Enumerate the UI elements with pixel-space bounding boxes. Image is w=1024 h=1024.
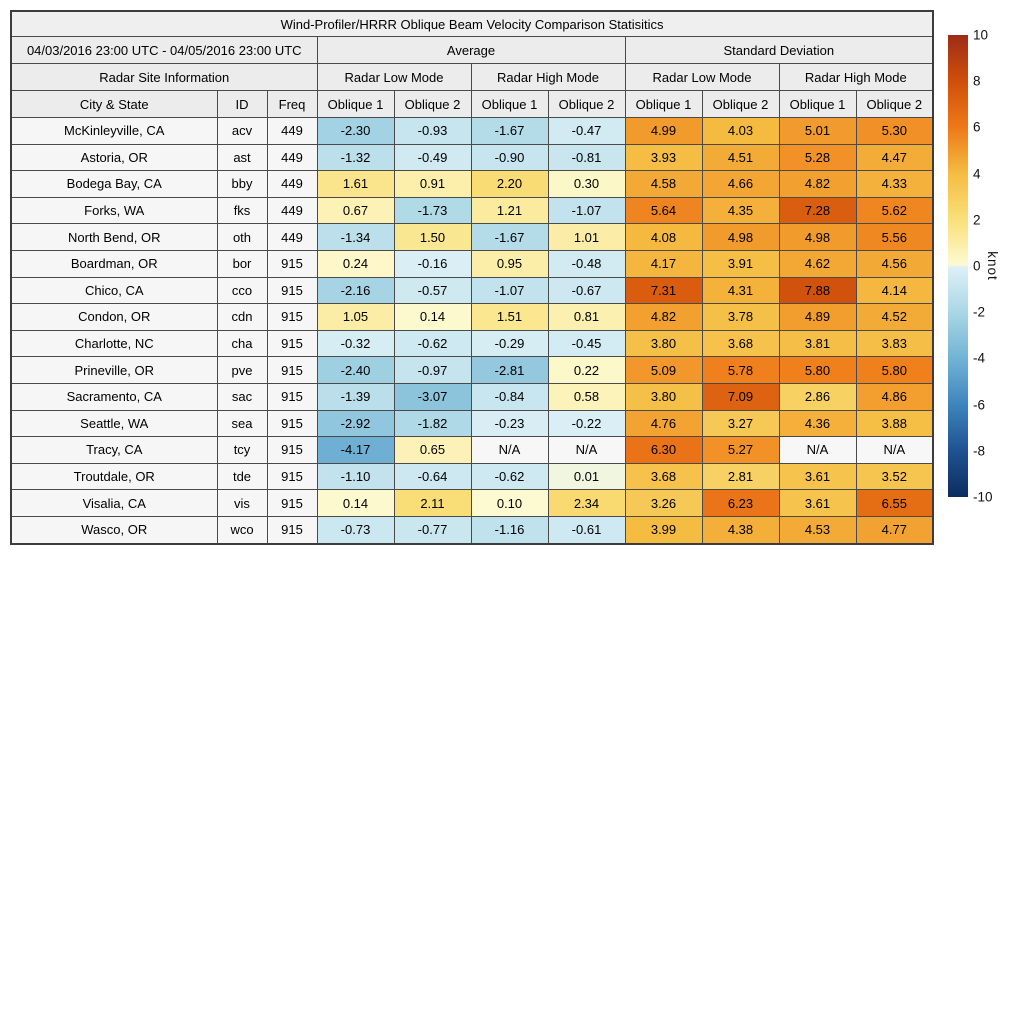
value-cell: 7.28 <box>779 197 856 224</box>
value-cell: 4.14 <box>856 277 933 304</box>
value-cell: -0.49 <box>394 144 471 171</box>
value-cell: -1.82 <box>394 410 471 437</box>
id-cell: oth <box>217 224 267 251</box>
value-cell: 1.05 <box>317 304 394 331</box>
colorbar-tick-label: -8 <box>973 443 986 459</box>
value-cell: 4.76 <box>625 410 702 437</box>
colorbar <box>948 35 968 497</box>
freq-cell: 915 <box>267 516 317 543</box>
value-cell: 0.30 <box>548 171 625 198</box>
value-cell: 2.11 <box>394 490 471 517</box>
value-cell: 7.88 <box>779 277 856 304</box>
value-cell: 5.01 <box>779 118 856 145</box>
colorbar-tick-label: -10 <box>973 489 993 505</box>
freq-cell: 915 <box>267 383 317 410</box>
value-cell: 4.17 <box>625 250 702 277</box>
value-cell: 3.27 <box>702 410 779 437</box>
column-header-oblique2: Oblique 2 <box>702 91 779 118</box>
city-cell: McKinleyville, CA <box>11 118 217 145</box>
id-cell: cco <box>217 277 267 304</box>
value-cell: 3.91 <box>702 250 779 277</box>
value-cell: 4.86 <box>856 383 933 410</box>
value-cell: -2.16 <box>317 277 394 304</box>
value-cell: -1.39 <box>317 383 394 410</box>
value-cell: 6.55 <box>856 490 933 517</box>
value-cell: 0.14 <box>317 490 394 517</box>
city-cell: Astoria, OR <box>11 144 217 171</box>
value-cell: 0.81 <box>548 304 625 331</box>
id-cell: vis <box>217 490 267 517</box>
value-cell: -1.34 <box>317 224 394 251</box>
value-cell: 3.80 <box>625 383 702 410</box>
value-cell: 3.52 <box>856 463 933 490</box>
id-cell: tde <box>217 463 267 490</box>
freq-cell: 449 <box>267 224 317 251</box>
table-body <box>11 118 933 544</box>
value-cell: -0.29 <box>471 330 548 357</box>
subheader-avg-high-mode: Radar High Mode <box>471 64 625 91</box>
value-cell: -0.62 <box>471 463 548 490</box>
value-cell: -2.92 <box>317 410 394 437</box>
value-cell: 4.56 <box>856 250 933 277</box>
freq-cell: 915 <box>267 437 317 464</box>
freq-cell: 449 <box>267 144 317 171</box>
id-cell: sac <box>217 383 267 410</box>
value-cell: 0.14 <box>394 304 471 331</box>
table-row <box>11 383 933 410</box>
value-cell: 0.58 <box>548 383 625 410</box>
value-cell: 4.47 <box>856 144 933 171</box>
colorbar-unit-label: knot <box>985 251 1000 281</box>
freq-cell: 915 <box>267 250 317 277</box>
city-cell: Forks, WA <box>11 197 217 224</box>
value-cell: 5.09 <box>625 357 702 384</box>
value-cell: 5.64 <box>625 197 702 224</box>
freq-cell: 915 <box>267 330 317 357</box>
table-row <box>11 490 933 517</box>
value-cell: 3.88 <box>856 410 933 437</box>
value-cell: -0.32 <box>317 330 394 357</box>
value-cell: 3.78 <box>702 304 779 331</box>
value-cell: 2.34 <box>548 490 625 517</box>
table-row <box>11 277 933 304</box>
value-cell: 4.82 <box>625 304 702 331</box>
table-row <box>11 437 933 464</box>
value-cell: 0.10 <box>471 490 548 517</box>
column-header-oblique2: Oblique 2 <box>394 91 471 118</box>
value-cell: 4.52 <box>856 304 933 331</box>
value-cell: 5.80 <box>856 357 933 384</box>
value-cell: 4.98 <box>779 224 856 251</box>
id-cell: acv <box>217 118 267 145</box>
value-cell: N/A <box>471 437 548 464</box>
value-cell: 4.38 <box>702 516 779 543</box>
value-cell: 3.81 <box>779 330 856 357</box>
freq-cell: 449 <box>267 171 317 198</box>
city-cell: Boardman, OR <box>11 250 217 277</box>
stats-table <box>10 10 934 545</box>
value-cell: 6.23 <box>702 490 779 517</box>
colorbar-tick-label: 10 <box>973 27 989 43</box>
value-cell: -0.48 <box>548 250 625 277</box>
value-cell: 4.33 <box>856 171 933 198</box>
value-cell: 4.51 <box>702 144 779 171</box>
value-cell: 7.09 <box>702 383 779 410</box>
value-cell: -0.64 <box>394 463 471 490</box>
id-cell: tcy <box>217 437 267 464</box>
value-cell: -0.81 <box>548 144 625 171</box>
value-cell: 3.99 <box>625 516 702 543</box>
id-cell: bby <box>217 171 267 198</box>
colorbar-tick-label: 2 <box>973 212 981 228</box>
value-cell: -1.16 <box>471 516 548 543</box>
value-cell: 4.36 <box>779 410 856 437</box>
value-cell: 5.30 <box>856 118 933 145</box>
id-cell: fks <box>217 197 267 224</box>
id-cell: ast <box>217 144 267 171</box>
value-cell: 5.28 <box>779 144 856 171</box>
city-cell: Sacramento, CA <box>11 383 217 410</box>
table-row <box>11 144 933 171</box>
id-cell: cdn <box>217 304 267 331</box>
value-cell: 4.77 <box>856 516 933 543</box>
colorbar-tick-label: 6 <box>973 119 981 135</box>
column-header-oblique1: Oblique 1 <box>625 91 702 118</box>
value-cell: -1.07 <box>548 197 625 224</box>
city-cell: Bodega Bay, CA <box>11 171 217 198</box>
value-cell: 3.68 <box>702 330 779 357</box>
value-cell: -2.40 <box>317 357 394 384</box>
freq-cell: 915 <box>267 490 317 517</box>
table-row <box>11 197 933 224</box>
value-cell: -0.77 <box>394 516 471 543</box>
value-cell: 4.82 <box>779 171 856 198</box>
value-cell: -0.61 <box>548 516 625 543</box>
value-cell: -0.62 <box>394 330 471 357</box>
subheader-std-low-mode: Radar Low Mode <box>625 64 779 91</box>
value-cell: 0.95 <box>471 250 548 277</box>
colorbar-tick-label: 8 <box>973 73 981 89</box>
table-row <box>11 516 933 543</box>
value-cell: -2.81 <box>471 357 548 384</box>
value-cell: 0.91 <box>394 171 471 198</box>
value-cell: -0.22 <box>548 410 625 437</box>
value-cell: 5.56 <box>856 224 933 251</box>
value-cell: 0.65 <box>394 437 471 464</box>
value-cell: -1.73 <box>394 197 471 224</box>
city-cell: Chico, CA <box>11 277 217 304</box>
group-header-standard-deviation: Standard Deviation <box>625 37 933 64</box>
value-cell: 4.62 <box>779 250 856 277</box>
table-row <box>11 250 933 277</box>
value-cell: 3.61 <box>779 463 856 490</box>
value-cell: 6.30 <box>625 437 702 464</box>
column-header-oblique1: Oblique 1 <box>471 91 548 118</box>
column-header-city-state: City & State <box>11 91 217 118</box>
column-header-freq: Freq <box>267 91 317 118</box>
freq-cell: 449 <box>267 118 317 145</box>
value-cell: 4.99 <box>625 118 702 145</box>
city-cell: Condon, OR <box>11 304 217 331</box>
colorbar-tick-label: 4 <box>973 166 981 182</box>
value-cell: 4.35 <box>702 197 779 224</box>
value-cell: -0.97 <box>394 357 471 384</box>
value-cell: -2.30 <box>317 118 394 145</box>
value-cell: 1.50 <box>394 224 471 251</box>
value-cell: 4.08 <box>625 224 702 251</box>
value-cell: 4.98 <box>702 224 779 251</box>
id-cell: cha <box>217 330 267 357</box>
value-cell: 2.81 <box>702 463 779 490</box>
freq-cell: 449 <box>267 197 317 224</box>
table-row <box>11 304 933 331</box>
column-header-oblique1: Oblique 1 <box>317 91 394 118</box>
table-row <box>11 118 933 145</box>
value-cell: -3.07 <box>394 383 471 410</box>
value-cell: -1.67 <box>471 224 548 251</box>
value-cell: 1.61 <box>317 171 394 198</box>
value-cell: 5.62 <box>856 197 933 224</box>
value-cell: -0.93 <box>394 118 471 145</box>
value-cell: -4.17 <box>317 437 394 464</box>
value-cell: 5.78 <box>702 357 779 384</box>
value-cell: -1.07 <box>471 277 548 304</box>
value-cell: -1.32 <box>317 144 394 171</box>
id-cell: sea <box>217 410 267 437</box>
value-cell: -0.16 <box>394 250 471 277</box>
id-cell: bor <box>217 250 267 277</box>
freq-cell: 915 <box>267 463 317 490</box>
value-cell: 4.31 <box>702 277 779 304</box>
value-cell: N/A <box>548 437 625 464</box>
value-cell: 2.86 <box>779 383 856 410</box>
city-cell: Visalia, CA <box>11 490 217 517</box>
value-cell: -0.73 <box>317 516 394 543</box>
table-row <box>11 463 933 490</box>
value-cell: 2.20 <box>471 171 548 198</box>
column-header-oblique2: Oblique 2 <box>856 91 933 118</box>
value-cell: 1.21 <box>471 197 548 224</box>
value-cell: 3.26 <box>625 490 702 517</box>
freq-cell: 915 <box>267 357 317 384</box>
value-cell: N/A <box>779 437 856 464</box>
city-cell: Wasco, OR <box>11 516 217 543</box>
freq-cell: 915 <box>267 410 317 437</box>
value-cell: N/A <box>856 437 933 464</box>
id-cell: pve <box>217 357 267 384</box>
value-cell: -0.84 <box>471 383 548 410</box>
value-cell: 3.93 <box>625 144 702 171</box>
figure-title: Wind-Profiler/HRRR Oblique Beam Velocity Comparison Statisitics <box>11 11 933 37</box>
value-cell: 5.80 <box>779 357 856 384</box>
value-cell: 0.01 <box>548 463 625 490</box>
colorbar-tick-label: -4 <box>973 350 986 366</box>
value-cell: -1.10 <box>317 463 394 490</box>
value-cell: 0.22 <box>548 357 625 384</box>
value-cell: 4.89 <box>779 304 856 331</box>
column-header-oblique1: Oblique 1 <box>779 91 856 118</box>
value-cell: 0.67 <box>317 197 394 224</box>
value-cell: 7.31 <box>625 277 702 304</box>
value-cell: 1.01 <box>548 224 625 251</box>
value-cell: -0.47 <box>548 118 625 145</box>
city-cell: North Bend, OR <box>11 224 217 251</box>
table-row <box>11 171 933 198</box>
city-cell: Troutdale, OR <box>11 463 217 490</box>
column-header-oblique2: Oblique 2 <box>548 91 625 118</box>
value-cell: 4.53 <box>779 516 856 543</box>
date-range: 04/03/2016 23:00 UTC - 04/05/2016 23:00 UTC <box>11 37 317 64</box>
value-cell: 3.68 <box>625 463 702 490</box>
freq-cell: 915 <box>267 304 317 331</box>
id-cell: wco <box>217 516 267 543</box>
table-row <box>11 224 933 251</box>
value-cell: 1.51 <box>471 304 548 331</box>
value-cell: -0.23 <box>471 410 548 437</box>
city-cell: Charlotte, NC <box>11 330 217 357</box>
value-cell: 3.83 <box>856 330 933 357</box>
value-cell: 3.61 <box>779 490 856 517</box>
column-header-id: ID <box>217 91 267 118</box>
value-cell: -0.57 <box>394 277 471 304</box>
table-row <box>11 357 933 384</box>
value-cell: -0.90 <box>471 144 548 171</box>
value-cell: -0.67 <box>548 277 625 304</box>
value-cell: -1.67 <box>471 118 548 145</box>
value-cell: 4.58 <box>625 171 702 198</box>
group-header-site-info: Radar Site Information <box>11 64 317 91</box>
city-cell: Seattle, WA <box>11 410 217 437</box>
table-row <box>11 330 933 357</box>
city-cell: Tracy, CA <box>11 437 217 464</box>
subheader-std-high-mode: Radar High Mode <box>779 64 933 91</box>
city-cell: Prineville, OR <box>11 357 217 384</box>
value-cell: 0.24 <box>317 250 394 277</box>
colorbar-tick-label: -6 <box>973 397 986 413</box>
value-cell: 4.03 <box>702 118 779 145</box>
subheader-avg-low-mode: Radar Low Mode <box>317 64 471 91</box>
value-cell: 4.66 <box>702 171 779 198</box>
colorbar-tick-label: 0 <box>973 258 981 274</box>
value-cell: 5.27 <box>702 437 779 464</box>
group-header-average: Average <box>317 37 625 64</box>
value-cell: -0.45 <box>548 330 625 357</box>
value-cell: 3.80 <box>625 330 702 357</box>
table-row <box>11 410 933 437</box>
freq-cell: 915 <box>267 277 317 304</box>
colorbar-tick-label: -2 <box>973 304 986 320</box>
